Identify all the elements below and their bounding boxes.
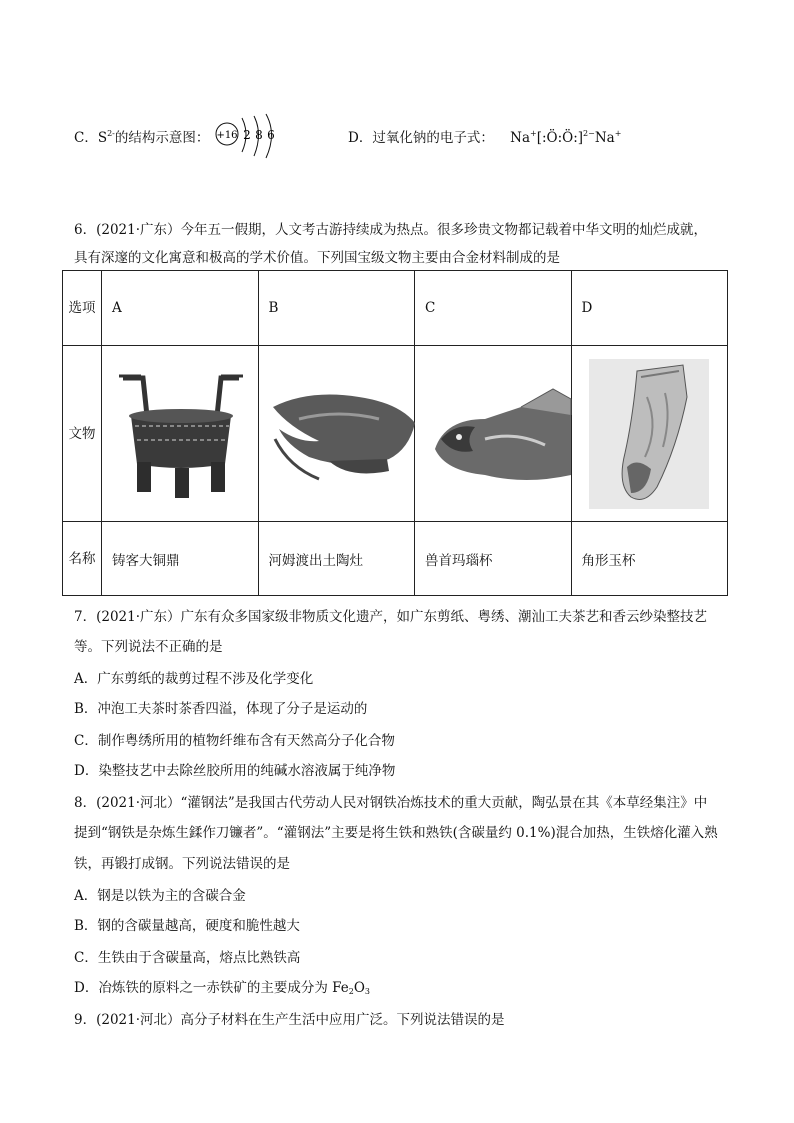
artifact-c-image-cell — [415, 346, 572, 522]
q8-stem-line2: 提到“钢铁是杂炼生鍒作刀镰者”。“灌钢法”主要是将生铁和熟铁(含碳量约 0.1%)混合加热，生铁熔化灌入熟 — [74, 825, 718, 841]
option-c: C．$S^{2-}$的结构示意图： — [74, 129, 210, 146]
q7-choice-b: B．冲泡工夫茶时茶香四溢，体现了分子是运动的 — [74, 701, 368, 717]
q8-stem-line1: 8．(2021·河北）“灌钢法”是我国古代劳动人民对钢铁冶炼技术的重大贡献，陶弘景在其《本草经集注》中 — [74, 795, 708, 811]
table-row-names — [63, 522, 728, 596]
pottery-stove-image — [269, 379, 419, 489]
row-header-names: 名称 — [63, 522, 102, 596]
shell-2-electrons: 8 — [255, 128, 263, 142]
artifacts-table — [62, 270, 728, 596]
sodium-peroxide-formula: Na+[:Ö:Ö:]$^{2-}$Na+ — [510, 129, 622, 146]
artifact-d-image-cell — [571, 346, 728, 522]
bronze-ding-image — [113, 368, 247, 500]
sulfide-ion-structure-diagram — [214, 112, 284, 160]
row-header-artifacts: 文物 — [63, 346, 102, 522]
q8-choice-c: C．生铁由于含碳量高，熔点比熟铁高 — [74, 950, 301, 966]
q7-choice-c: C．制作粤绣所用的植物纤维布含有天然高分子化合物 — [74, 733, 395, 749]
q8-stem-line3: 铁，再锻打成钢。下列说法错误的是 — [74, 856, 290, 872]
agate-cup-image — [425, 379, 575, 489]
option-d: D．过氧化钠的电子式： Na+[:Ö:Ö:]$^{2-}$Na+ — [348, 129, 622, 146]
option-c-cell: C — [415, 271, 572, 346]
q6-stem-line2: 具有深邃的文化寓意和极高的学术价值。下列国宝级文物主要由合金材料制成的是 — [74, 250, 560, 266]
table-row-artifacts — [63, 346, 728, 522]
q8-choice-d: D．冶炼铁的原料之一赤铁矿的主要成分为 $Fe_2O_3$ — [74, 980, 370, 996]
q7-choice-a: A．广东剪纸的裁剪过程不涉及化学变化 — [74, 671, 314, 687]
artifact-b-name: 河姆渡出土陶灶 — [258, 522, 415, 596]
table-row-options — [63, 271, 728, 346]
option-d-cell: D — [571, 271, 728, 346]
artifact-c-name: 兽首玛瑙杯 — [415, 522, 572, 596]
shell-1-electrons: 2 — [243, 128, 251, 142]
q8-choice-a: A．钢是以铁为主的含碳合金 — [74, 888, 246, 904]
artifact-a-image-cell — [102, 346, 259, 522]
artifact-d-name: 角形玉杯 — [571, 522, 728, 596]
q7-choice-d: D．染整技艺中去除丝胶所用的纯碱水溶液属于纯净物 — [74, 763, 396, 779]
q8-choice-b: B．钢的含碳量越高，硬度和脆性越大 — [74, 918, 300, 934]
shell-3-electrons: 6 — [267, 128, 275, 142]
option-a-cell: A — [102, 271, 259, 346]
jade-horn-cup-image — [587, 357, 711, 511]
artifact-a-name: 铸客大铜鼎 — [102, 522, 259, 596]
nucleus-charge: +16 — [216, 130, 238, 141]
q9-stem-line1: 9．(2021·河北）高分子材料在生产生活中应用广泛。下列说法错误的是 — [74, 1012, 505, 1028]
row-header-options: 选项 — [63, 271, 102, 346]
q6-stem-line1: 6．(2021·广东）今年五一假期，人文考古游持续成为热点。很多珍贵文物都记载着中华文明的灿烂成就， — [74, 222, 708, 238]
q7-stem-line2: 等。下列说法不正确的是 — [74, 639, 223, 655]
artifact-b-image-cell — [258, 346, 415, 522]
q7-stem-line1: 7．(2021·广东）广东有众多国家级非物质文化遗产，如广东剪纸、粤绣、潮汕工夫茶艺和香云纱染整技艺 — [74, 609, 708, 625]
option-b-cell: B — [258, 271, 415, 346]
